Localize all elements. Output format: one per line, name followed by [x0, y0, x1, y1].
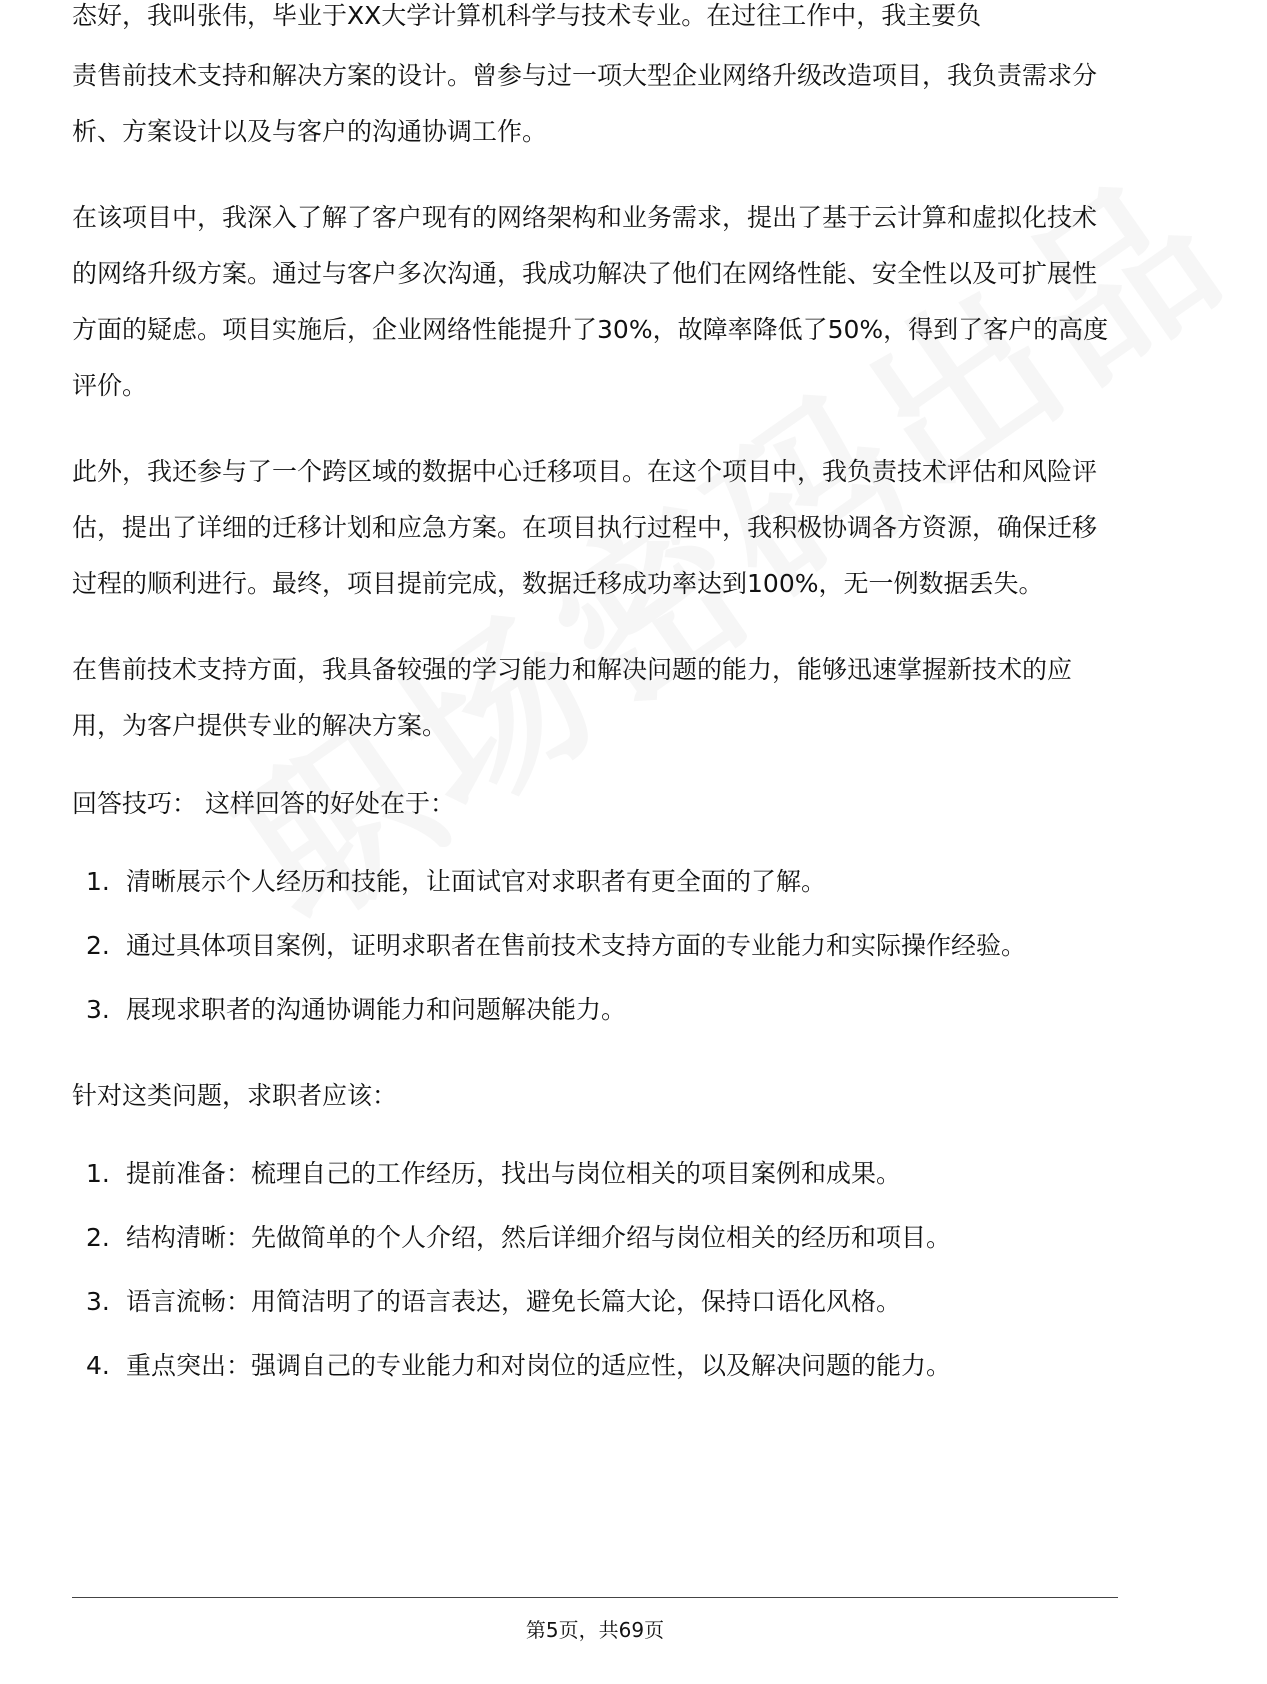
- advice-list: [72, 1146, 1118, 1394]
- list-item: 3. 展现求职者的沟通协调能力和问题解决能力。: [86, 995, 627, 1024]
- list-item: 2. 结构清晰：先做简单的个人介绍，然后详细介绍与岗位相关的经历和项目。: [86, 1223, 952, 1252]
- footer-divider: [72, 1597, 1118, 1598]
- page-number: 第5页，共69页: [525, 1618, 665, 1642]
- tips-list: [72, 854, 1118, 1038]
- list-item: 3. 语言流畅：用简洁明了的语言表达，避免长篇大论，保持口语化风格。: [86, 1287, 902, 1316]
- advice-heading: 针对这类问题，求职者应该：: [72, 1081, 398, 1110]
- list-item: 1. 提前准备：梳理自己的工作经历，找出与岗位相关的项目案例和成果。: [86, 1159, 902, 1188]
- paragraph-presales-ability: 在售前技术支持方面，我具备较强的学习能力和解决问题的能力，能够迅速掌握新技术的应用，为客户提供专业的解决方案。: [72, 655, 1073, 740]
- list-item: 4. 重点突出：强调自己的专业能力和对岗位的适应性，以及解决问题的能力。: [86, 1351, 952, 1380]
- list-item: 1. 清晰展示个人经历和技能，让面试官对求职者有更全面的了解。: [86, 867, 827, 896]
- paragraph-datacenter-project: 此外，我还参与了一个跨区域的数据中心迁移项目。在这个项目中，我负责技术评估和风险评估，提出了详细的迁移计划和应急方案。在项目执行过程中，我积极协调各方资源，确保迁移过程的顺利进行。最终，项目提前完成，数据迁移成功率达到100%，无一例数据丢失。: [72, 457, 1098, 598]
- tips-heading: 回答技巧： 这样回答的好处在于：: [72, 789, 455, 818]
- paragraph-intro: 责售前技术支持和解决方案的设计。曾参与过一项大型企业网络升级改造项目，我负责需求分析、方案设计以及与客户的沟通协调工作。: [72, 61, 1098, 146]
- list-item: 2. 通过具体项目案例，证明求职者在售前技术支持方面的专业能力和实际操作经验。: [86, 931, 1027, 960]
- paragraph-network-project: 在该项目中，我深入了解了客户现有的网络架构和业务需求，提出了基于云计算和虚拟化技术的网络升级方案。通过与客户多次沟通，我成功解决了他们在网络性能、安全性以及可扩展性方面的疑虑。项目实施后，企业网络性能提升了30%，故障率降低了50%，得到了客户的高度评价。: [72, 203, 1109, 400]
- cut-off-top-line: 态好，我叫张伟，毕业于XX大学计算机科学与技术专业。在过往工作中，我主要负: [72, 1, 982, 30]
- document-body: [72, 1, 1118, 1402]
